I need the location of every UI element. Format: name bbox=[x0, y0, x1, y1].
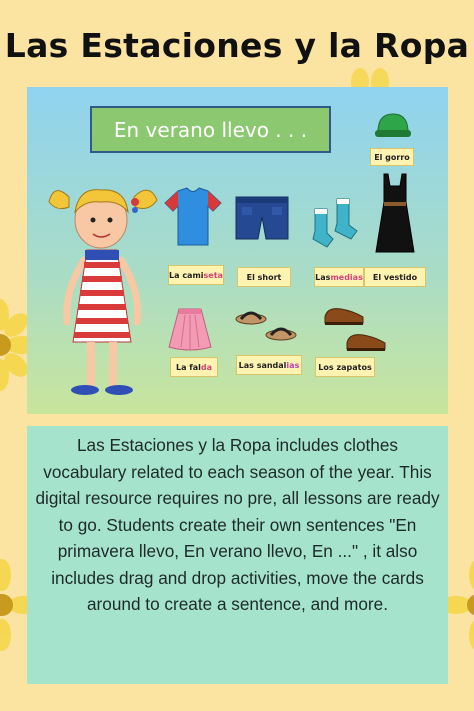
camiseta-icon[interactable] bbox=[163, 187, 223, 247]
falda-icon[interactable] bbox=[167, 307, 213, 351]
zapatos-icon[interactable] bbox=[323, 305, 389, 357]
card-camiseta-part1: La cami bbox=[169, 270, 204, 280]
card-sandalias-part2: ias bbox=[286, 360, 300, 370]
card-falda[interactable] bbox=[170, 357, 218, 377]
description-text: Las Estaciones y la Ropa includes clothes vocabulary related to each season of the year. This digital resource requires no pre, all lessons are ready to go. Students create their own sentences "En primavera llevo, En verano llevo, En ..." , it also includes drag and drop activities, move the cards around to create a sentence, and more. bbox=[27, 426, 448, 684]
card-medias-part2: medias bbox=[330, 272, 363, 282]
sandalias-icon[interactable] bbox=[235, 309, 297, 343]
girl-illustration bbox=[49, 182, 159, 402]
card-medias[interactable] bbox=[314, 267, 364, 287]
flower-decoration-right bbox=[448, 560, 474, 650]
card-gorro[interactable]: El gorro bbox=[370, 148, 414, 166]
vestido-icon[interactable] bbox=[374, 172, 416, 254]
medias-icon[interactable] bbox=[309, 195, 363, 249]
sentence-banner[interactable]: En verano llevo . . . bbox=[90, 106, 331, 153]
page-title: Las Estaciones y la Ropa bbox=[4, 26, 470, 65]
vocabulary-slide bbox=[27, 87, 448, 414]
card-camiseta-part2: seta bbox=[203, 270, 223, 280]
flower-decoration-left bbox=[0, 300, 30, 390]
card-camiseta[interactable] bbox=[168, 265, 224, 285]
short-icon[interactable] bbox=[234, 195, 290, 243]
card-short[interactable]: El short bbox=[237, 267, 291, 287]
card-medias-part1: Las bbox=[315, 272, 331, 282]
card-falda-part1: La fal bbox=[175, 362, 201, 372]
card-falda-part2: da bbox=[200, 362, 213, 372]
gorro-icon[interactable] bbox=[374, 112, 412, 140]
card-sandalias-part1: Las sandal bbox=[238, 360, 287, 370]
card-vestido[interactable]: El vestido bbox=[364, 267, 426, 287]
card-zapatos[interactable]: Los zapatos bbox=[315, 357, 375, 377]
card-sandalias[interactable] bbox=[236, 355, 302, 375]
